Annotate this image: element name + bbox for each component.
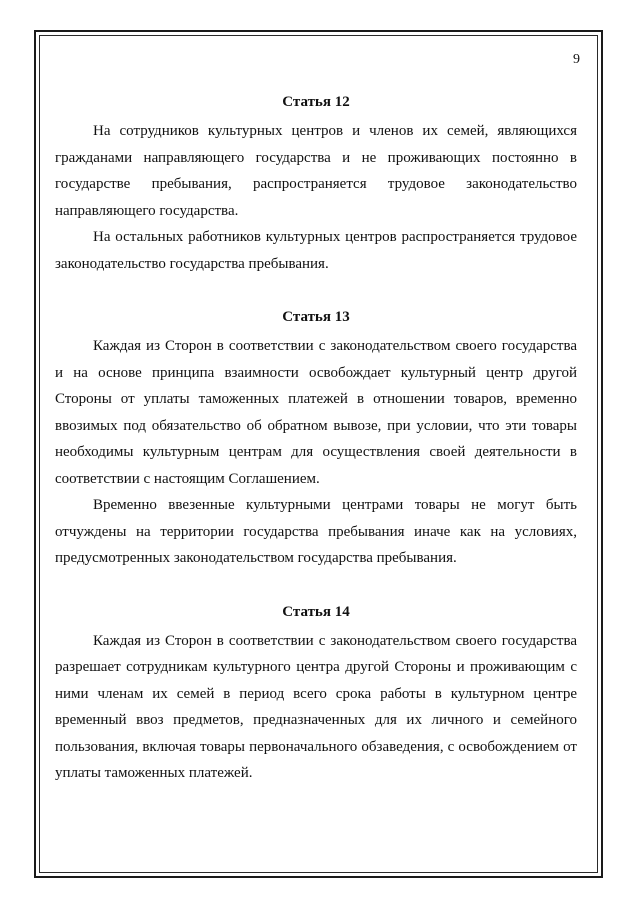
article-paragraph: На остальных работников культурных центров распространяется трудовое законодательство государства пребывания.	[55, 229, 577, 272]
article-14	[55, 602, 577, 787]
document-body	[55, 92, 577, 787]
article-12	[55, 92, 577, 277]
article-paragraph: Каждая из Сторон в соответствии с законодательством своего государства и на основе принципа взаимности освобождает культурный центр другой Стороны от уплаты таможенных платежей в отношении товаров, временно ввозимых под обязательство об обратном вывозе, при условии, что эти товары необходимы культурным центрам для осуществления своей деятельности в соответствии с настоящим Соглашением.	[55, 338, 577, 487]
article-heading: Статья 12	[282, 94, 350, 110]
article-paragraph: Каждая из Сторон в соответствии с законодательством своего государства разрешает сотрудникам культурного центра другой Стороны и проживающим с ними членам их семей в период всего срока работы в культурном центре временный ввоз предметов, предназначенных для их личного и семейного пользования, включая товары первоначального обзаведения, с освобождением от уплаты таможенных платежей.	[55, 632, 577, 781]
article-heading: Статья 13	[282, 309, 350, 325]
article-13	[55, 307, 577, 572]
article-paragraph: Временно ввезенные культурными центрами товары не могут быть отчуждены на территории государства пребывания иначе как на условиях, предусмотренных законодательством государства пребывания.	[55, 497, 577, 566]
article-heading: Статья 14	[282, 603, 350, 620]
page-number: 9	[573, 52, 580, 67]
article-paragraph: На сотрудников культурных центров и членов их семей, являющихся гражданами направляющего государства и не проживающих постоянно в государстве пребывания, распространяется трудовое законодательство направляющего государства.	[55, 123, 577, 219]
